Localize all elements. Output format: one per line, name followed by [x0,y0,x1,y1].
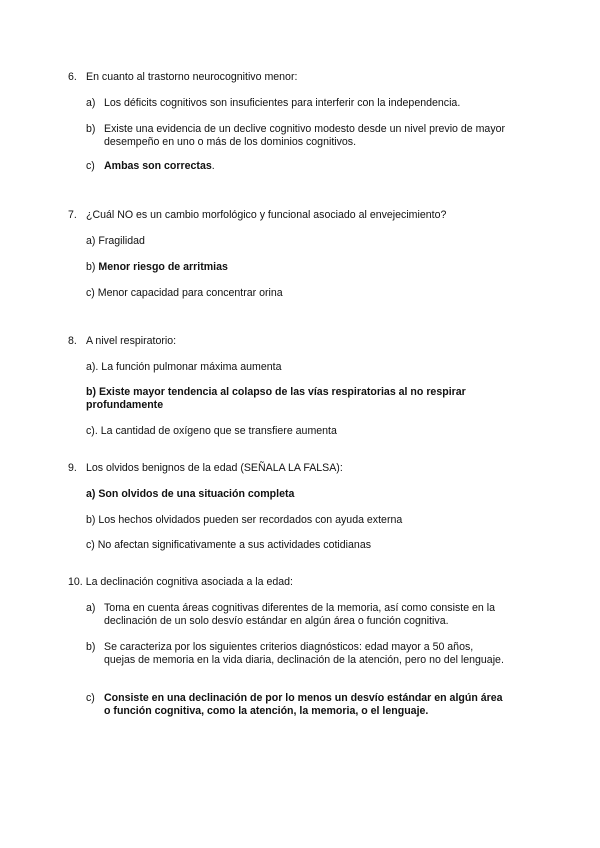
option-text: Se caracteriza por los siguientes criterios diagnósticos: edad mayor a 50 años, quejas de memoria en la vida diaria, declinación de la atención, pero no del lenguaje. [104,641,504,666]
question-10-option-c [86,692,506,718]
option-prefix: b) [86,261,99,273]
option-text: Los déficits cognitivos son insuficientes para interferir con la independencia. [104,97,461,109]
option-letter: b) [86,641,96,653]
question-8-number: 8. [68,335,77,347]
option-suffix: . [211,160,215,172]
question-7-text: ¿Cuál NO es un cambio morfológico y funcional asociado al envejecimiento? [86,209,447,221]
question-7-option-b [86,261,506,274]
question-9-option-b: b) Los hechos olvidados pueden ser recordados con ayuda externa [86,514,403,526]
question-9-number: 9. [68,462,77,474]
question-7-option-a: a) Fragilidad [86,235,145,247]
correct-answer: Consiste en una declinación de por lo menos un desvío estándar en algún área o función cognitiva, como la atención, la memoria, o el lenguaje. [104,692,503,717]
question-9-text: Los olvidos benignos de la edad (SEÑALA LA FALSA): [86,462,343,474]
question-7-option-c: c) Menor capacidad para concentrar orina [86,287,283,299]
option-letter: b) [86,123,96,135]
question-6-option-c [86,160,506,173]
correct-answer: Menor riesgo de arritmias [98,261,228,273]
question-10 [68,576,518,589]
question-10-option-a [86,602,506,628]
option-text: Toma en cuenta áreas cognitivas diferentes de la memoria, así como consiste en la declinación de un solo desvío estándar en algún área o función cognitiva. [104,602,495,627]
question-8 [68,335,518,348]
question-8-text: A nivel respiratorio: [86,335,177,347]
question-6-option-b [86,123,506,149]
question-7 [68,209,518,222]
question-8-option-b: b) Existe mayor tendencia al colapso de las vías respiratorias al no respirar profundamente [86,386,466,411]
option-letter: c) [86,160,95,172]
question-8-option-a: a). La función pulmonar máxima aumenta [86,361,282,373]
question-9-option-a: a) Son olvidos de una situación completa [86,488,295,500]
question-6-option-a [86,97,506,110]
correct-answer: Ambas son correctas [104,160,212,172]
option-text: Existe una evidencia de un declive cognitivo modesto desde un nivel previo de mayor desempeño en uno o más de los dominios cognitivos. [104,123,506,148]
question-9-option-c: c) No afectan significativamente a sus actividades cotidianas [86,539,372,551]
question-8-option-c: c). La cantidad de oxígeno que se transfiere aumenta [86,425,337,437]
option-letter: a) [86,97,96,109]
question-9 [68,462,518,475]
question-10-number: 10. [68,576,83,588]
question-6 [68,71,518,84]
option-text-wrapper [104,160,506,173]
question-10-option-b [86,641,506,667]
question-10-text: La declinación cognitiva asociada a la edad: [85,576,294,588]
question-6-number: 6. [68,71,77,83]
option-letter: c) [86,692,95,704]
option-letter: a) [86,602,96,614]
question-6-text: En cuanto al trastorno neurocognitivo menor: [86,71,298,83]
question-7-number: 7. [68,209,77,221]
